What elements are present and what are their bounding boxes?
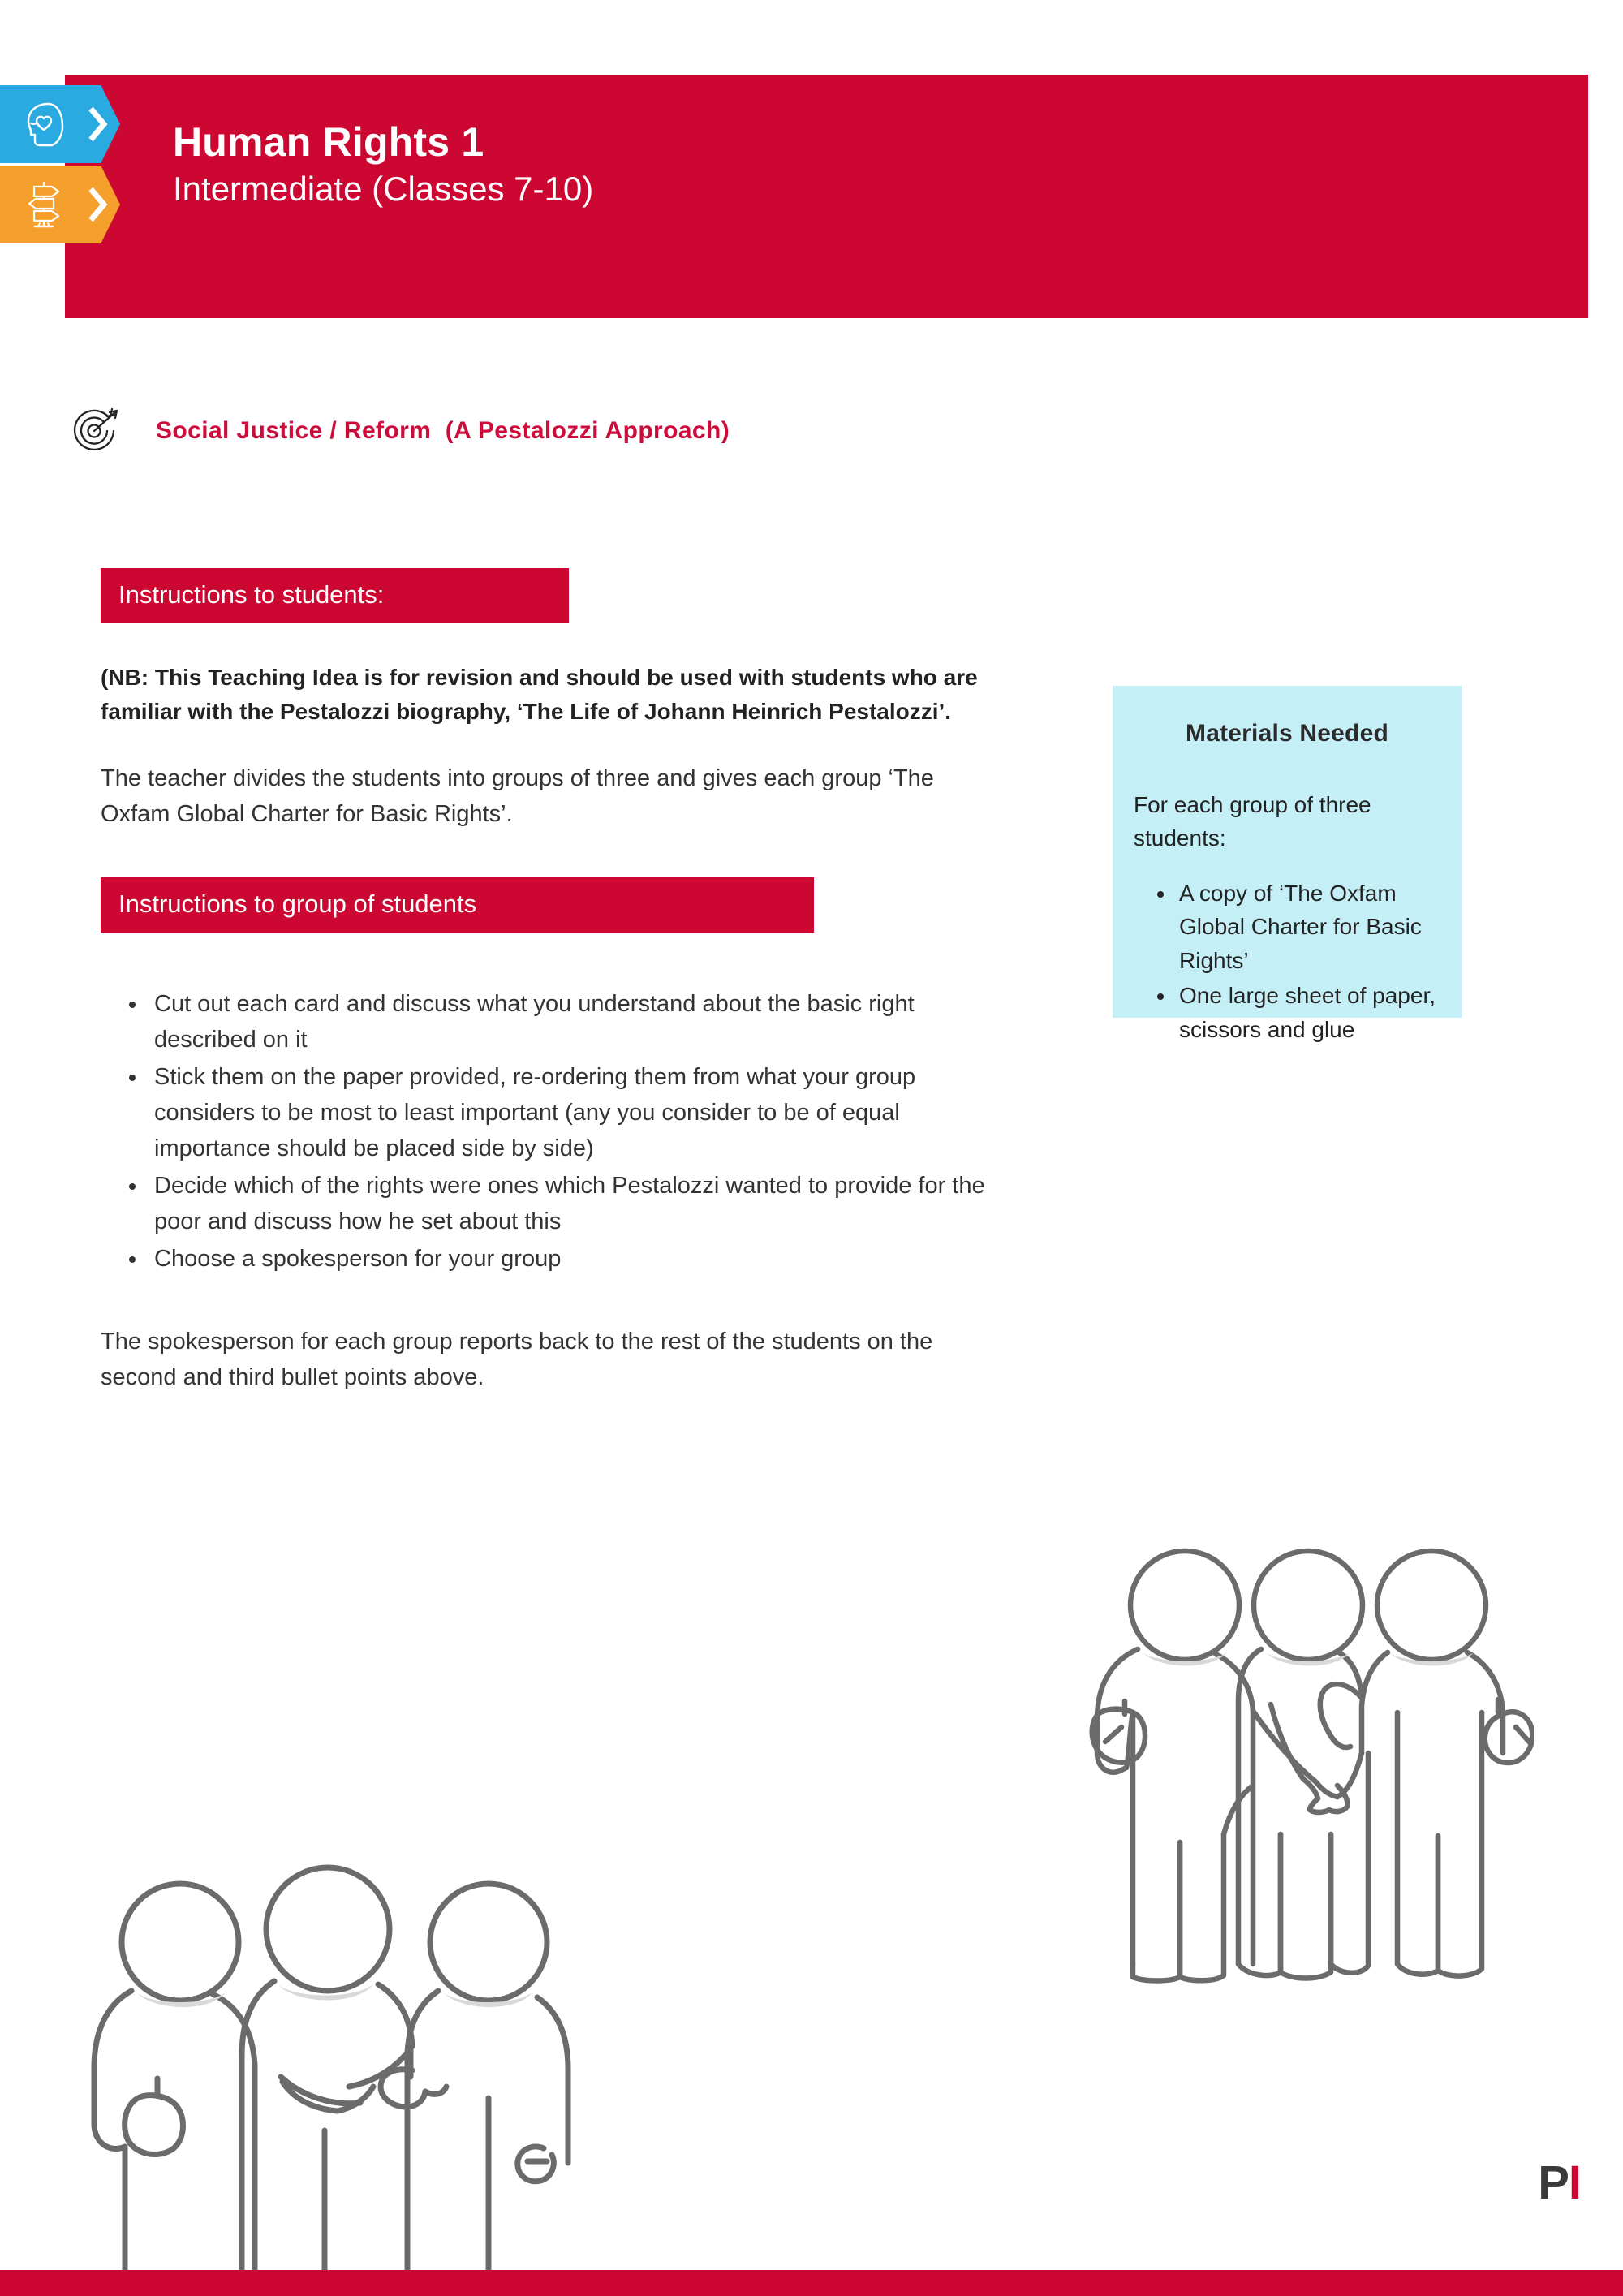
teacher-paragraph: The teacher divides the students into groups of three and gives each group ‘The Oxfam Global Charter for Basic Rights’.: [101, 765, 934, 827]
list-item: • One large sheet of paper, scissors and glue: [1176, 979, 1440, 1046]
topic-heading-row: [73, 406, 730, 456]
group-instruction-list: [101, 986, 1008, 1277]
closing-paragraph: The spokesperson for each group reports back to the rest of the students on the second and third bullet points above.: [101, 1329, 933, 1391]
page-subtitle: Intermediate (Classes 7-10): [173, 170, 594, 208]
list-item: • A copy of ‘The Oxfam Global Charter for Basic Rights’: [1176, 877, 1440, 977]
banner-instructions-to-group: Instructions to group of students: [101, 877, 814, 933]
target-with-arrow-icon: [73, 406, 123, 456]
materials-needed-list: [1134, 877, 1440, 1046]
pestalozzi-logo: [1538, 2156, 1581, 2209]
materials-needed-title: Materials Needed: [1186, 720, 1388, 747]
topic-title: Social Justice / Reform (A Pestalozzi Approach): [156, 417, 730, 444]
three-people-discussing-illustration: [89, 1838, 592, 2293]
three-people-holding-hands-illustration: [1079, 1510, 1534, 1997]
list-item: • Cut out each card and discuss what you understand about the basic right described on it: [148, 986, 1008, 1058]
nb-note-paragraph: (NB: This Teaching Idea is for revision and should be used with students who are familiar with the Pestalozzi biography, ‘The Life of Johann Heinrich Pestalozzi’.: [101, 664, 978, 725]
main-content-column: [101, 568, 1008, 1395]
header-text-block: [173, 120, 1309, 208]
badge-orange: [0, 166, 120, 243]
page-title: Human Rights 1: [173, 119, 484, 165]
head-with-heart-icon: [21, 99, 67, 149]
materials-needed-box: [1113, 686, 1462, 1042]
logo-letter-i: I: [1568, 2156, 1581, 2209]
chevron-right-icon: [88, 106, 109, 143]
list-item: • Decide which of the rights were ones which Pestalozzi wanted to provide for the poor and discuss how he set about this: [148, 1168, 1008, 1239]
badge-blue: [0, 85, 120, 163]
materials-needed-intro: For each group of three students:: [1134, 792, 1371, 851]
banner-instructions-to-students: Instructions to students:: [101, 568, 569, 623]
chevron-right-icon: [88, 186, 109, 223]
signpost-icon: [21, 179, 67, 230]
list-item: • Stick them on the paper provided, re-ordering them from what your group considers to be most to least important (any you consider to be of equal importance should be placed side by side): [148, 1059, 1008, 1166]
footer-bar: [0, 2270, 1623, 2296]
logo-letter-p: P: [1538, 2156, 1569, 2209]
list-item: • Choose a spokesperson for your group: [148, 1241, 1008, 1277]
